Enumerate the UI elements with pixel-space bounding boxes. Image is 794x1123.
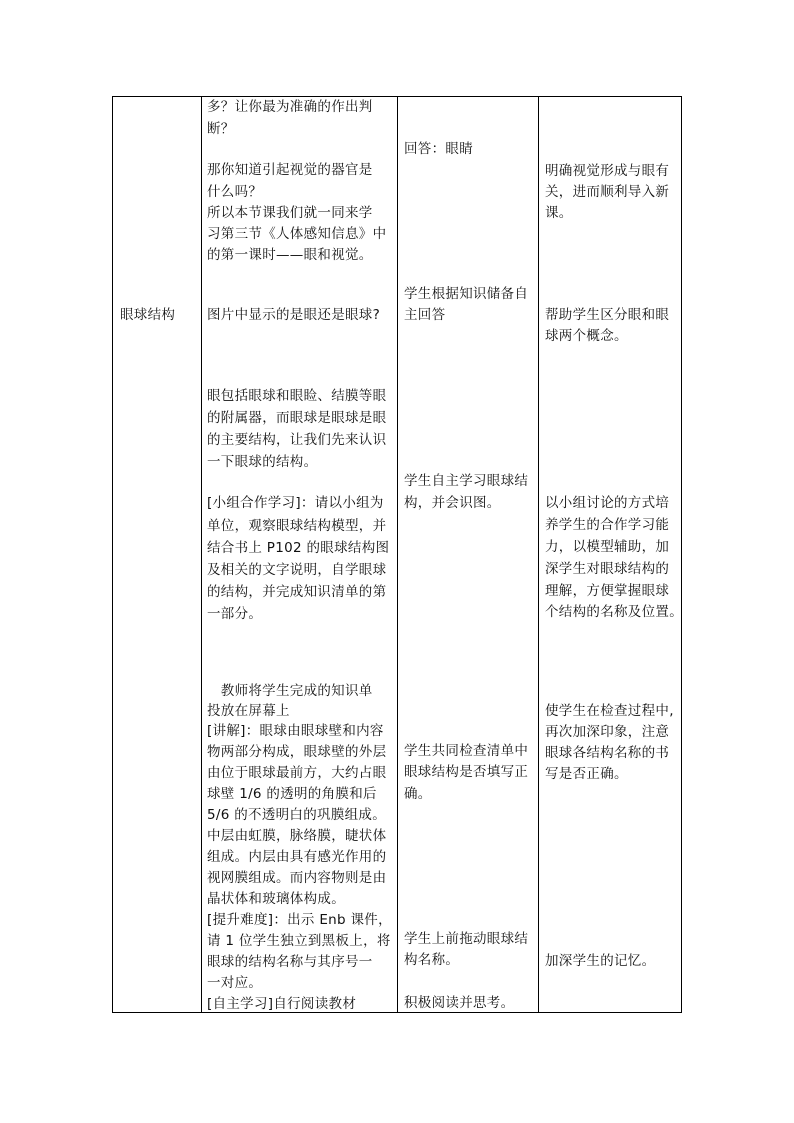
text-line: 课。: [545, 205, 573, 221]
text-line: 学生根据知识储备自: [404, 286, 529, 302]
text-line: 眼球各结构名称的书: [545, 745, 670, 761]
question-text: 图片中显示的是眼还是眼球?: [207, 307, 381, 323]
text-line: [讲解]：眼球由眼球壁和内容: [207, 723, 384, 739]
text-line: [提升难度]：出示 Enb 课件，: [207, 912, 392, 928]
text-line: 眼球结构是否填写正: [404, 764, 529, 780]
table-border-left: [112, 96, 113, 1013]
text-line: 帮助学生区分眼和眼: [545, 307, 670, 323]
text-line: 使学生在检查过程中,: [545, 703, 674, 719]
text-line: 一下眼球的结构。: [207, 454, 318, 470]
text-line: 请 1 位学生独立到黑板上，将: [207, 933, 391, 949]
text-line: 的结构，并完成知识清单的第: [207, 584, 387, 600]
text-line: 单位，观察眼球结构模型，并: [207, 518, 387, 534]
student-reading: 积极阅读并思考。: [404, 995, 515, 1011]
text-line: 球两个概念。: [545, 328, 628, 344]
text-line: 晶状体和玻璃体构成。: [207, 891, 345, 907]
text-line: [小组合作学习]：请以小组为: [207, 495, 384, 511]
column-divider-1: [201, 96, 202, 1013]
text-line: 再次加深印象，注意: [545, 724, 670, 740]
text-line: 理解，方便掌握眼球: [545, 583, 670, 599]
text-line: 结合书上 P102 的眼球结构图: [207, 540, 390, 556]
text-line: 主回答: [404, 307, 446, 323]
text-line: 眼球的结构名称与其序号一: [207, 954, 373, 970]
text-line: 由位于眼球最前方，大约占眼: [207, 765, 387, 781]
text-line: 个结构的名称及位置。: [545, 604, 683, 620]
text-line: 关，进而顺利导入新: [545, 184, 670, 200]
student-answer: 回答：眼睛: [404, 141, 473, 157]
text-line: 所以本节课我们就一同来学: [207, 205, 373, 221]
text-line: 以小组讨论的方式培: [545, 495, 670, 511]
text-line: 构，并会识图。: [404, 495, 501, 511]
text-line: 的第一课时——眼和视觉。: [207, 247, 373, 263]
text-line: 的附属器，而眼球是眼球是眼: [207, 410, 387, 426]
text-line: 球壁 1/6 的透明的角膜和后: [207, 786, 377, 802]
text-line: 习第三节《人体感知信息》中: [207, 226, 387, 242]
text-line: 养学生的合作学习能: [545, 517, 670, 533]
text-line: 写是否正确。: [545, 766, 628, 782]
text-line: [自主学习]自行阅读教材: [207, 996, 357, 1012]
text-line: 深学生对眼球结构的: [545, 561, 670, 577]
text-line: 眼包括眼球和眼睑、结膜等眼: [207, 388, 387, 404]
text-line: 的主要结构，让我们先来认识: [207, 432, 387, 448]
text-line: 5/6 的不透明白的巩膜组成。: [207, 807, 387, 823]
column-divider-3: [538, 96, 539, 1013]
text-line: 视网膜组成。而内容物则是由: [207, 870, 387, 886]
text-line: 物两部分构成，眼球壁的外层: [207, 744, 387, 760]
text-line: 什么吗？: [207, 184, 263, 200]
text-line: 多？让你最为准确的作出判: [207, 99, 373, 115]
text-line: 组成。内层由具有感光作用的: [207, 849, 387, 865]
text-line: 学生自主学习眼球结: [404, 473, 529, 489]
text-line: 教师将学生完成的知识单: [207, 683, 373, 699]
column-divider-2: [397, 96, 398, 1013]
purpose-memory: 加深学生的记忆。: [545, 953, 656, 969]
text-line: 构名称。: [404, 952, 460, 968]
text-line: 一对应。: [207, 975, 263, 991]
text-line: 明确视觉形成与眼有: [545, 163, 670, 179]
table-border-right: [681, 96, 682, 1013]
text-line: 断？: [207, 121, 235, 137]
text-line: 中层由虹膜，脉络膜，睫状体: [207, 828, 387, 844]
text-line: 投放在屏幕上: [207, 703, 290, 719]
section-label: 眼球结构: [120, 307, 176, 323]
text-line: 学生共同检查清单中: [404, 743, 529, 759]
text-line: 及相关的文字说明，自学眼球: [207, 562, 387, 578]
text-line: 确。: [404, 786, 432, 802]
text-line: 力，以模型辅助，加: [545, 539, 670, 555]
text-line: 一部分。: [207, 606, 263, 622]
text-line: 学生上前拖动眼球结: [404, 931, 529, 947]
text-line: 那你知道引起视觉的器官是: [207, 162, 373, 178]
